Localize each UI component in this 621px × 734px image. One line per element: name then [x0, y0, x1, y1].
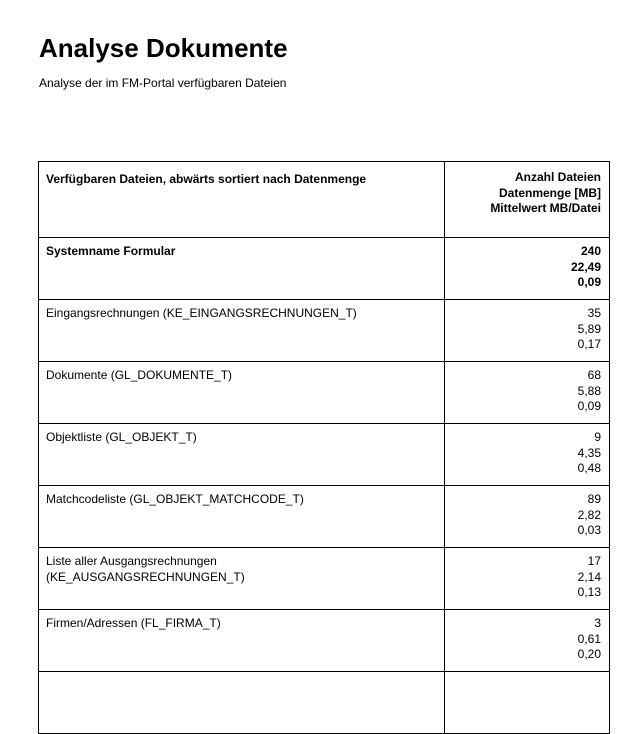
row-values — [445, 548, 610, 610]
files-table — [38, 161, 610, 734]
row-values — [445, 486, 610, 548]
row-size: 5,89 — [577, 321, 601, 336]
row-count: 9 — [594, 430, 601, 444]
row-label — [39, 672, 445, 734]
row-label: Dokumente (GL_DOKUMENTE_T) — [39, 362, 445, 424]
row-avg: 0,13 — [577, 585, 601, 599]
row-values — [445, 300, 610, 362]
row-count: 17 — [587, 554, 601, 568]
row-avg: 0,48 — [577, 461, 601, 475]
row-values — [445, 362, 610, 424]
table-row-partial — [39, 672, 610, 734]
page-subtitle: Analyse der im FM-Portal verfügbaren Dateien — [39, 76, 287, 90]
header-size: Datenmenge [MB] — [498, 185, 601, 200]
row-label-line-1: Liste aller Ausgangsrechnungen — [46, 554, 217, 568]
row-count: 35 — [587, 306, 601, 320]
row-label: Matchcodeliste (GL_OBJEKT_MATCHCODE_T) — [39, 486, 445, 548]
row-count: 68 — [587, 368, 601, 382]
row-label-line-2: (KE_AUSGANGSRECHNUNGEN_T) — [46, 569, 245, 584]
summary-values — [445, 238, 610, 300]
row-values — [445, 424, 610, 486]
summary-row — [39, 238, 610, 300]
row-label — [39, 548, 445, 610]
row-values — [445, 610, 610, 672]
row-values — [445, 672, 610, 734]
row-size: 4,35 — [577, 445, 601, 460]
table-row — [39, 424, 610, 486]
row-size: 2,14 — [577, 569, 601, 584]
row-count: 3 — [594, 616, 601, 630]
table-row — [39, 548, 610, 610]
summary-size: 22,49 — [570, 259, 601, 274]
page-title: Analyse Dokumente — [39, 33, 288, 63]
header-label: Verfügbaren Dateien, abwärts sortiert nach Datenmenge — [39, 162, 445, 238]
row-count: 89 — [587, 492, 601, 506]
row-label: Eingangsrechnungen (KE_EINGANGSRECHNUNGEN_T) — [39, 300, 445, 362]
header-count: Anzahl Dateien — [514, 170, 601, 184]
row-avg: 0,17 — [577, 337, 601, 351]
row-size: 2,82 — [577, 507, 601, 522]
row-avg: 0,03 — [577, 523, 601, 537]
row-avg: 0,09 — [577, 399, 601, 413]
summary-count: 240 — [580, 244, 601, 258]
table-row — [39, 300, 610, 362]
row-size: 0,61 — [577, 631, 601, 646]
table-row — [39, 486, 610, 548]
table-row — [39, 362, 610, 424]
table-row — [39, 610, 610, 672]
row-size: 5,88 — [577, 383, 601, 398]
row-label: Objektliste (GL_OBJEKT_T) — [39, 424, 445, 486]
summary-label: Systemname Formular — [39, 238, 445, 300]
header-avg: Mittelwert MB/Datei — [490, 201, 601, 215]
summary-avg: 0,09 — [577, 275, 601, 289]
table-header-row — [39, 162, 610, 238]
header-columns — [445, 162, 610, 238]
row-avg: 0,20 — [577, 647, 601, 661]
row-label: Firmen/Adressen (FL_FIRMA_T) — [39, 610, 445, 672]
